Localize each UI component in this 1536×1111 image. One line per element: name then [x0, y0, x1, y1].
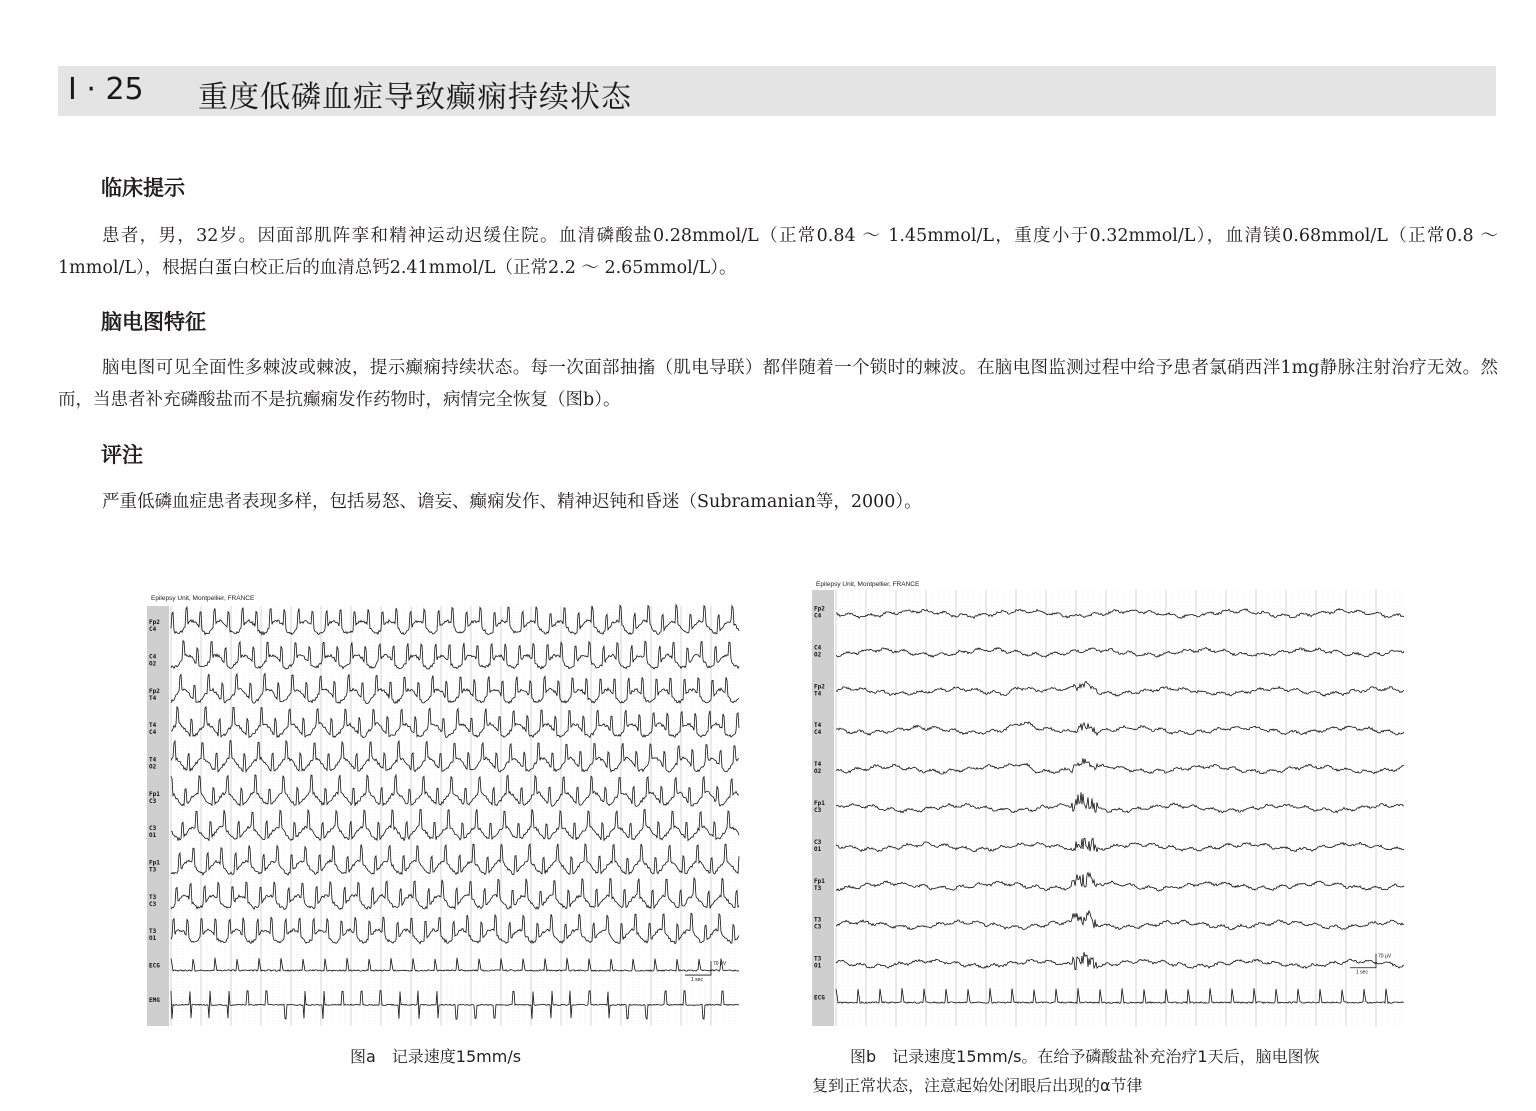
eeg-trace-a [147, 590, 743, 1030]
channel-label: O2 [814, 651, 822, 659]
channel-label: O2 [149, 763, 157, 771]
eeg-channel-trace [171, 878, 739, 909]
paragraph-comment: 严重低磷血症患者表现多样，包括易怒、谵妄、癫痫发作、精神迟钝和昏迷（Subramanian等，2000）。 [102, 492, 922, 512]
paragraph-eeg: 脑电图可见全面性多棘波或棘波，提示癫痫持续状态。每一次面部抽搐（肌电导联）都伴随着一个锁时的棘波。在脑电图监测过程中给予患者氯硝西泮1mg静脉注射治疗无效。然而，当患者补充磷酸盐而不是抗癫痫发作药物时，病情完全恢复（图b）。 [58, 358, 1498, 410]
channel-label: Fp2 [814, 605, 825, 613]
channel-label: C3 [149, 797, 157, 805]
channel-label: T3 [814, 884, 822, 892]
figure-a [147, 590, 743, 1030]
scale-time-label: 1 sec [1356, 969, 1368, 976]
channel-label: C3 [814, 923, 822, 931]
eeg-channel-trace [836, 792, 1404, 812]
eeg-channel-trace [171, 775, 739, 807]
channel-label: T4 [149, 756, 157, 764]
channel-label: C4 [149, 653, 157, 661]
channel-label: C4 [814, 644, 822, 652]
channel-label: T4 [814, 761, 822, 769]
heading-clinical: 临床提示 [101, 176, 185, 200]
channel-label: T4 [814, 690, 822, 698]
eeg-channel-trace [836, 647, 1404, 657]
channel-label: Fp1 [149, 790, 160, 798]
channel-label: ECG [814, 994, 825, 1002]
eeg-channel-trace [836, 952, 1404, 970]
scale-amplitude-label: 70 μV [713, 961, 727, 968]
channel-label: T3 [814, 916, 822, 924]
channel-label: EMG [149, 996, 160, 1004]
channel-label: ECG [149, 962, 160, 970]
section-title: 重度低磷血症导致癫痫持续状态 [198, 80, 632, 115]
channel-label: Fp2 [149, 619, 160, 627]
channel-label: C3 [149, 900, 157, 908]
channel-label: T3 [814, 955, 822, 963]
channel-label: C4 [814, 729, 822, 737]
section-title-bar [58, 66, 1496, 116]
section-number: I · 25 [68, 72, 144, 107]
figure-header-text: Epilepsy Unit, Montpellier, FRANCE [816, 581, 920, 588]
channel-label: O1 [814, 845, 822, 853]
eeg-channel-trace [171, 913, 739, 944]
caption-b [812, 1042, 1412, 1100]
channel-label: T4 [149, 722, 157, 730]
eeg-channel-trace [171, 641, 739, 669]
channel-label: C3 [814, 807, 822, 814]
channel-label: O1 [149, 832, 157, 840]
eeg-channel-trace [836, 681, 1404, 696]
eeg-channel-trace [171, 809, 739, 840]
eeg-channel-trace [171, 605, 739, 635]
channel-label: O1 [814, 962, 822, 970]
channel-label: C3 [149, 825, 157, 833]
eeg-channel-trace [171, 674, 739, 704]
channel-label: O2 [149, 660, 157, 668]
eeg-channel-trace [171, 707, 739, 738]
channel-label: Fp1 [149, 859, 160, 867]
eeg-channel-trace [171, 958, 739, 971]
eeg-channel-trace [171, 741, 739, 773]
channel-label: C4 [814, 612, 822, 620]
eeg-channel-trace [836, 988, 1404, 1003]
channel-label: C4 [149, 729, 157, 737]
eeg-channel-trace [171, 844, 739, 875]
channel-label: Fp1 [814, 877, 825, 885]
channel-label: C3 [814, 838, 822, 846]
scale-amplitude-label: 70 μV [1378, 953, 1392, 960]
eeg-channel-trace [171, 991, 739, 1020]
eeg-channel-trace [836, 838, 1404, 852]
figure-header-text: Epilepsy Unit, Montpellier, FRANCE [151, 595, 255, 602]
channel-label: T3 [149, 866, 157, 874]
eeg-channel-trace [836, 722, 1404, 735]
channel-label: C4 [149, 626, 157, 634]
caption-a: 图a 记录速度15mm/s [350, 1047, 522, 1066]
channel-label: T4 [149, 694, 157, 702]
heading-eeg: 脑电图特征 [101, 310, 206, 334]
channel-label: O1 [149, 935, 157, 943]
caption-b-line1: 图b 记录速度15mm/s。在给予磷酸盐补充治疗1天后，脑电图恢 [850, 1047, 1320, 1066]
eeg-channel-trace [836, 609, 1404, 619]
channel-label: Fp2 [149, 687, 160, 695]
paragraph-clinical: 患者，男，32岁。因面部肌阵挛和精神运动迟缓住院。血清磷酸盐0.28mmol/L（正常0.84 ～ 1.45mmol/L，重度小于0.32mmol/L），血清镁0.68mmol/L（正常0.8 ～ 1mmol/L），根据白蛋白校正后的血清总钙2.41mmol/L（正常2.2 ～ 2.65mmol/L）。 [58, 226, 1498, 278]
caption-b-line2: 复到正常状态，注意起始处闭眼后出现的α节律 [812, 1076, 1143, 1095]
scale-time-label: 1 sec [691, 977, 703, 984]
heading-comment: 评注 [101, 443, 143, 467]
eeg-channel-trace [836, 911, 1404, 930]
eeg-trace-b [812, 576, 1408, 1030]
channel-label: T4 [814, 722, 822, 730]
channel-label: Fp2 [814, 683, 825, 691]
channel-label: T3 [149, 893, 157, 901]
channel-label: O2 [814, 768, 822, 776]
channel-label: T3 [149, 928, 157, 936]
channel-label: Fp1 [814, 800, 825, 807]
figure-b [812, 576, 1408, 1030]
eeg-channel-trace [836, 873, 1404, 891]
eeg-channel-trace [836, 758, 1404, 774]
